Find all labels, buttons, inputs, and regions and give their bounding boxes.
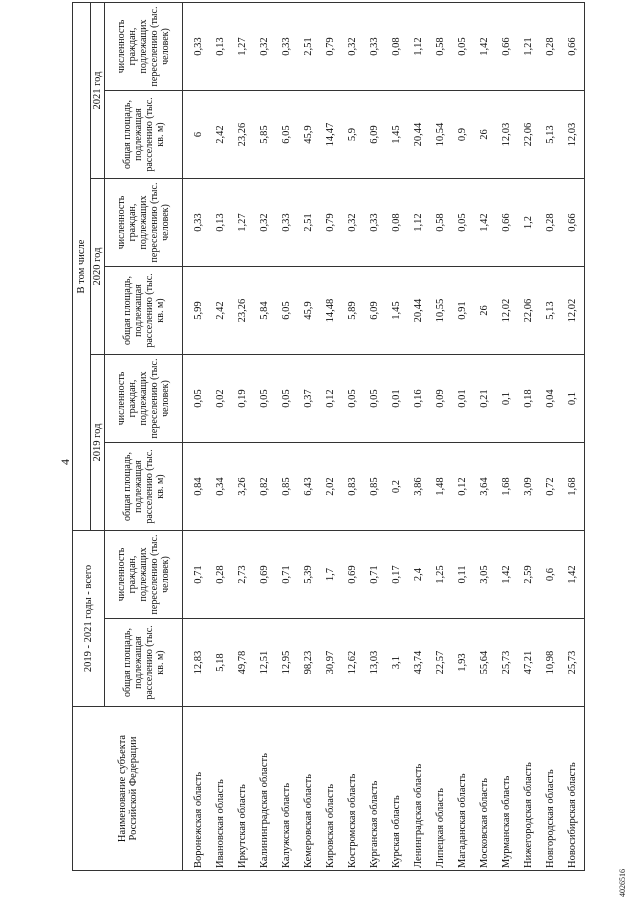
region-cell: Новгородская область (540, 707, 562, 871)
total-people-cell: 2,4 (408, 531, 430, 619)
resettlement-table (72, 2, 585, 871)
area-2020-cell: 12,02 (562, 267, 585, 355)
total-area-cell: 12,83 (183, 619, 211, 707)
area-2020-cell: 5,99 (183, 267, 211, 355)
area-2020-cell: 45,9 (298, 267, 320, 355)
total-area-cell: 10,98 (540, 619, 562, 707)
header-total-people: численность граждан, подлежащих переселению (тыс. человек) (105, 531, 183, 619)
area-2021-cell: 1,45 (386, 91, 408, 179)
table-body (183, 3, 585, 871)
total-people-cell: 1,42 (496, 531, 518, 619)
people-2021-cell: 0,58 (430, 3, 452, 91)
area-2019-cell: 0,82 (254, 443, 276, 531)
area-2020-cell: 12,02 (496, 267, 518, 355)
people-2021-cell: 0,79 (320, 3, 342, 91)
table-row (452, 3, 474, 871)
people-2021-cell: 0,33 (183, 3, 211, 91)
people-2020-cell: 1,2 (518, 179, 540, 267)
table-row (540, 3, 562, 871)
header-region: Наименование субъекта Российской Федерации (73, 707, 183, 871)
area-2019-cell: 0,85 (276, 443, 298, 531)
table-row (386, 3, 408, 871)
people-2019-cell: 0,02 (210, 355, 232, 443)
document-code: 4026516 (618, 869, 627, 897)
area-2021-cell: 45,9 (298, 91, 320, 179)
people-2021-cell: 0,28 (540, 3, 562, 91)
header-total-area: общая площадь, подлежащая расселению (тыс. кв. м) (105, 619, 183, 707)
total-people-cell: 1,25 (430, 531, 452, 619)
table-row (562, 3, 585, 871)
total-people-cell: 0,28 (210, 531, 232, 619)
area-2020-cell: 5,89 (342, 267, 364, 355)
people-2021-cell: 1,42 (474, 3, 496, 91)
area-2019-cell: 1,48 (430, 443, 452, 531)
region-cell: Ивановская область (210, 707, 232, 871)
people-2019-cell: 0,05 (342, 355, 364, 443)
people-2019-cell: 0,05 (364, 355, 386, 443)
table-row (320, 3, 342, 871)
region-cell: Липецкая область (430, 707, 452, 871)
people-2020-cell: 0,33 (276, 179, 298, 267)
table-row (298, 3, 320, 871)
region-cell: Ленинградская область (408, 707, 430, 871)
people-2020-cell: 0,05 (452, 179, 474, 267)
total-people-cell: 0,69 (254, 531, 276, 619)
area-2021-cell: 26 (474, 91, 496, 179)
area-2020-cell: 2,42 (210, 267, 232, 355)
people-2020-cell: 0,32 (342, 179, 364, 267)
area-2021-cell: 12,03 (562, 91, 585, 179)
people-2021-cell: 0,32 (254, 3, 276, 91)
area-2021-cell: 5,85 (254, 91, 276, 179)
total-area-cell: 13,03 (364, 619, 386, 707)
header-2020-people: численность граждан, подлежащих переселению (тыс. человек) (105, 179, 183, 267)
people-2021-cell: 0,32 (342, 3, 364, 91)
area-2020-cell: 5,84 (254, 267, 276, 355)
area-2019-cell: 0,34 (210, 443, 232, 531)
people-2019-cell: 0,12 (320, 355, 342, 443)
area-2020-cell: 6,05 (276, 267, 298, 355)
region-cell: Курская область (386, 707, 408, 871)
total-people-cell: 0,71 (276, 531, 298, 619)
region-cell: Курганская область (364, 707, 386, 871)
total-people-cell: 0,17 (386, 531, 408, 619)
table-row (210, 3, 232, 871)
total-area-cell: 25,73 (496, 619, 518, 707)
area-2019-cell: 2,02 (320, 443, 342, 531)
table-row (364, 3, 386, 871)
header-total-period: 2019 - 2021 годы - всего (73, 531, 105, 707)
header-year-2020: 2020 год (91, 179, 105, 355)
area-2021-cell: 2,42 (210, 91, 232, 179)
area-2020-cell: 0,91 (452, 267, 474, 355)
total-area-cell: 3,1 (386, 619, 408, 707)
total-people-cell: 0,71 (183, 531, 211, 619)
area-2021-cell: 12,03 (496, 91, 518, 179)
total-area-cell: 43,74 (408, 619, 430, 707)
header-2021-area: общая площадь, подлежащая расселению (тыс. кв. м) (105, 91, 183, 179)
table-row (518, 3, 540, 871)
area-2019-cell: 1,68 (496, 443, 518, 531)
header-year-2019: 2019 год (91, 355, 105, 531)
region-cell: Нижегородская область (518, 707, 540, 871)
area-2020-cell: 6,09 (364, 267, 386, 355)
total-area-cell: 49,78 (232, 619, 254, 707)
people-2021-cell: 0,66 (496, 3, 518, 91)
area-2019-cell: 0,2 (386, 443, 408, 531)
area-2020-cell: 10,55 (430, 267, 452, 355)
area-2019-cell: 3,26 (232, 443, 254, 531)
area-2021-cell: 0,9 (452, 91, 474, 179)
area-2020-cell: 22,06 (518, 267, 540, 355)
area-2020-cell: 20,44 (408, 267, 430, 355)
total-area-cell: 30,97 (320, 619, 342, 707)
total-area-cell: 25,73 (562, 619, 585, 707)
total-people-cell: 3,05 (474, 531, 496, 619)
total-area-cell: 47,21 (518, 619, 540, 707)
table-row (276, 3, 298, 871)
header-2019-people: численность граждан, подлежащих переселению (тыс. человек) (105, 355, 183, 443)
total-people-cell: 0,71 (364, 531, 386, 619)
area-2019-cell: 3,09 (518, 443, 540, 531)
total-people-cell: 1,7 (320, 531, 342, 619)
region-cell: Калининградская область (254, 707, 276, 871)
area-2020-cell: 1,45 (386, 267, 408, 355)
people-2020-cell: 0,33 (183, 179, 211, 267)
table-row (342, 3, 364, 871)
people-2019-cell: 0,04 (540, 355, 562, 443)
people-2021-cell: 1,21 (518, 3, 540, 91)
total-people-cell: 5,39 (298, 531, 320, 619)
people-2020-cell: 1,42 (474, 179, 496, 267)
total-area-cell: 12,51 (254, 619, 276, 707)
header-2019-area: общая площадь, подлежащая расселению (тыс. кв. м) (105, 443, 183, 531)
people-2020-cell: 0,33 (364, 179, 386, 267)
people-2021-cell: 0,13 (210, 3, 232, 91)
people-2019-cell: 0,1 (562, 355, 585, 443)
table-row (183, 3, 211, 871)
people-2020-cell: 0,13 (210, 179, 232, 267)
people-2021-cell: 1,12 (408, 3, 430, 91)
people-2021-cell: 0,66 (562, 3, 585, 91)
region-cell: Костромская область (342, 707, 364, 871)
area-2020-cell: 5,13 (540, 267, 562, 355)
area-2021-cell: 22,06 (518, 91, 540, 179)
total-area-cell: 1,93 (452, 619, 474, 707)
people-2020-cell: 0,66 (562, 179, 585, 267)
page-number: 4 (58, 459, 72, 465)
table-row (430, 3, 452, 871)
header-2021-people: численность граждан, подлежащих переселению (тыс. человек) (105, 3, 183, 91)
total-people-cell: 2,73 (232, 531, 254, 619)
total-people-cell: 0,69 (342, 531, 364, 619)
area-2019-cell: 0,84 (183, 443, 211, 531)
area-2021-cell: 5,9 (342, 91, 364, 179)
people-2019-cell: 0,1 (496, 355, 518, 443)
region-cell: Кемеровская область (298, 707, 320, 871)
table-row (254, 3, 276, 871)
people-2020-cell: 2,51 (298, 179, 320, 267)
area-2021-cell: 5,13 (540, 91, 562, 179)
people-2019-cell: 0,01 (452, 355, 474, 443)
people-2021-cell: 0,33 (276, 3, 298, 91)
area-2021-cell: 6,09 (364, 91, 386, 179)
people-2021-cell: 0,08 (386, 3, 408, 91)
area-2021-cell: 10,54 (430, 91, 452, 179)
total-area-cell: 98,23 (298, 619, 320, 707)
area-2019-cell: 3,64 (474, 443, 496, 531)
people-2019-cell: 0,01 (386, 355, 408, 443)
area-2019-cell: 0,83 (342, 443, 364, 531)
area-2019-cell: 0,12 (452, 443, 474, 531)
header-2020-area: общая площадь, подлежащая расселению (тыс. кв. м) (105, 267, 183, 355)
people-2020-cell: 0,66 (496, 179, 518, 267)
people-2020-cell: 1,27 (232, 179, 254, 267)
area-2019-cell: 3,86 (408, 443, 430, 531)
total-area-cell: 5,18 (210, 619, 232, 707)
people-2019-cell: 0,05 (254, 355, 276, 443)
total-people-cell: 1,42 (562, 531, 585, 619)
people-2019-cell: 0,21 (474, 355, 496, 443)
total-area-cell: 55,64 (474, 619, 496, 707)
total-area-cell: 12,95 (276, 619, 298, 707)
people-2021-cell: 0,05 (452, 3, 474, 91)
total-people-cell: 0,6 (540, 531, 562, 619)
total-area-cell: 22,57 (430, 619, 452, 707)
region-cell: Калужская область (276, 707, 298, 871)
region-cell: Воронежская область (183, 707, 211, 871)
area-2019-cell: 0,72 (540, 443, 562, 531)
area-2020-cell: 14,48 (320, 267, 342, 355)
area-2021-cell: 23,26 (232, 91, 254, 179)
area-2020-cell: 26 (474, 267, 496, 355)
header-including: В том числе (73, 3, 91, 531)
people-2021-cell: 0,33 (364, 3, 386, 91)
area-2021-cell: 14,47 (320, 91, 342, 179)
people-2019-cell: 0,37 (298, 355, 320, 443)
people-2019-cell: 0,19 (232, 355, 254, 443)
region-cell: Иркутская область (232, 707, 254, 871)
people-2019-cell: 0,05 (276, 355, 298, 443)
area-2019-cell: 0,85 (364, 443, 386, 531)
people-2019-cell: 0,18 (518, 355, 540, 443)
table-row (474, 3, 496, 871)
header-year-2021: 2021 год (91, 3, 105, 179)
region-cell: Магаданская область (452, 707, 474, 871)
area-2019-cell: 6,43 (298, 443, 320, 531)
people-2019-cell: 0,16 (408, 355, 430, 443)
people-2020-cell: 0,79 (320, 179, 342, 267)
region-cell: Новосибирская область (562, 707, 585, 871)
table-row (232, 3, 254, 871)
table-row (408, 3, 430, 871)
total-people-cell: 2,59 (518, 531, 540, 619)
total-people-cell: 0,11 (452, 531, 474, 619)
area-2021-cell: 6 (183, 91, 211, 179)
region-cell: Кировская область (320, 707, 342, 871)
total-area-cell: 12,62 (342, 619, 364, 707)
people-2019-cell: 0,09 (430, 355, 452, 443)
area-2021-cell: 20,44 (408, 91, 430, 179)
people-2021-cell: 1,27 (232, 3, 254, 91)
area-2021-cell: 6,05 (276, 91, 298, 179)
people-2020-cell: 1,12 (408, 179, 430, 267)
people-2020-cell: 0,58 (430, 179, 452, 267)
region-cell: Мурманская область (496, 707, 518, 871)
area-2019-cell: 1,68 (562, 443, 585, 531)
people-2021-cell: 2,51 (298, 3, 320, 91)
area-2020-cell: 23,26 (232, 267, 254, 355)
people-2019-cell: 0,05 (183, 355, 211, 443)
table-row (496, 3, 518, 871)
people-2020-cell: 0,28 (540, 179, 562, 267)
people-2020-cell: 0,32 (254, 179, 276, 267)
region-cell: Московская область (474, 707, 496, 871)
people-2020-cell: 0,08 (386, 179, 408, 267)
